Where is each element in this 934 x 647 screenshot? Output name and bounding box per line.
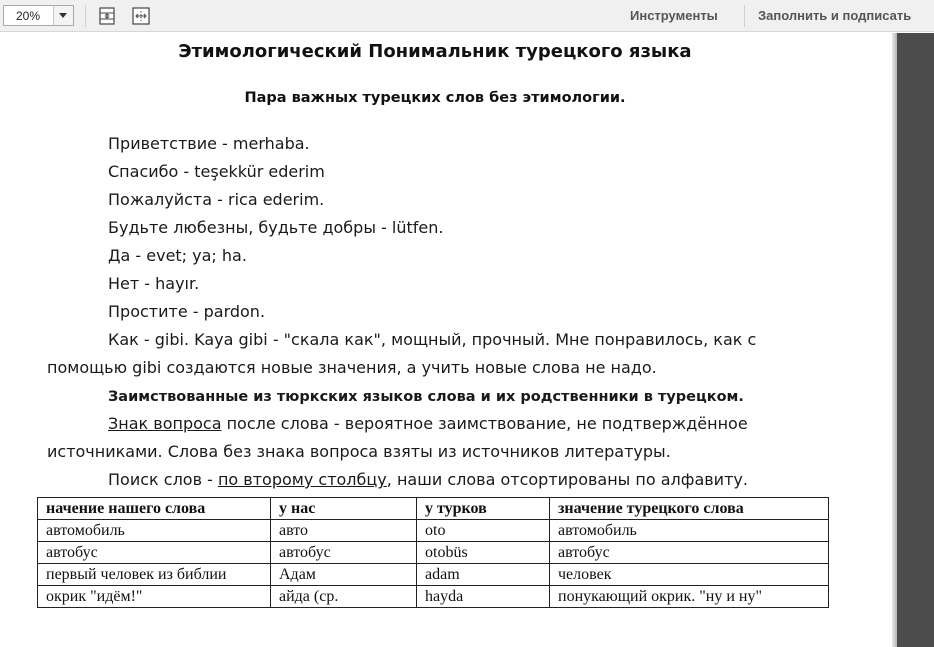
- table-cell: понукающий окрик. "ну и ну": [550, 586, 829, 608]
- toolbar: [0, 0, 934, 32]
- fill-sign-button[interactable]: Заполнить и подписать: [758, 8, 912, 23]
- table-cell: окрик "идём!": [38, 586, 271, 608]
- chevron-down-icon: [59, 13, 67, 18]
- search-text-post: , наши слова отсортированы по алфавиту.: [386, 470, 748, 489]
- table-header-row: [38, 498, 829, 520]
- table-row: [38, 542, 829, 564]
- table-cell: авто: [271, 520, 417, 542]
- zoom-select[interactable]: [3, 5, 74, 26]
- column-header-turkish-meaning: значение турецкого слова: [550, 498, 829, 520]
- gibi-paragraph-line1: Как - gibi. Kaya gibi - "скала как", мощный, прочный. Мне понравилось, как с: [108, 330, 757, 349]
- phrase-line: Приветствие - merhaba.: [108, 134, 310, 153]
- question-mark-text: после слова - вероятное заимствование, не подтверждённое: [221, 414, 748, 433]
- document-subtitle: Пара важных турецких слов без этимологии.: [244, 90, 626, 106]
- table-cell: человек: [550, 564, 829, 586]
- search-paragraph: [108, 470, 748, 490]
- question-mark-paragraph: [108, 414, 748, 434]
- fit-page-button[interactable]: [97, 6, 117, 26]
- phrase-line: Простите - pardon.: [108, 302, 266, 321]
- phrase-line: Нет - hayır.: [108, 274, 200, 293]
- table-row: [38, 586, 829, 608]
- phrase-line: Будьте любезны, будьте добры - lütfen.: [108, 218, 444, 237]
- document-title: Этимологический Понимальник турецкого языка: [178, 41, 692, 62]
- viewer-background-scroll-area[interactable]: [897, 33, 934, 647]
- table-row: [38, 564, 829, 586]
- words-table: [37, 497, 829, 608]
- search-text-pre: Поиск слов -: [108, 470, 218, 489]
- phrase-line: Пожалуйста - rica ederim.: [108, 190, 325, 209]
- table-cell: автомобиль: [38, 520, 271, 542]
- table-cell: hayda: [417, 586, 550, 608]
- tools-button[interactable]: Инструменты: [630, 8, 718, 23]
- borrowed-words-heading: Заимствованные из тюркских языков слова и их родственники в турецком.: [108, 389, 744, 405]
- table-cell: Адам: [271, 564, 417, 586]
- table-cell: автомобиль: [550, 520, 829, 542]
- question-mark-paragraph-line2: источниками. Слова без знака вопроса взяты из источников литературы.: [47, 442, 671, 461]
- table-cell: otobüs: [417, 542, 550, 564]
- column-header-ours: у нас: [271, 498, 417, 520]
- zoom-dropdown-button[interactable]: [53, 6, 73, 25]
- question-mark-link[interactable]: Знак вопроса: [108, 414, 222, 433]
- table-cell: oto: [417, 520, 550, 542]
- column-header-our-meaning: начение нашего слова: [38, 498, 271, 520]
- fit-width-button[interactable]: [131, 6, 151, 26]
- table-row: [38, 520, 829, 542]
- fit-page-icon: [97, 6, 117, 26]
- toolbar-separator: [744, 5, 745, 27]
- phrase-line: Спасибо - teşekkür ederim: [108, 162, 325, 181]
- table-cell: adam: [417, 564, 550, 586]
- table-cell: первый человек из библии: [38, 564, 271, 586]
- table-cell: автобус: [550, 542, 829, 564]
- table-cell: автобус: [271, 542, 417, 564]
- zoom-value[interactable]: 20%: [16, 9, 41, 23]
- column-header-turkish: у турков: [417, 498, 550, 520]
- table-cell: айда (ср.: [271, 586, 417, 608]
- second-column-link[interactable]: по второму столбцу: [217, 470, 387, 489]
- toolbar-separator: [85, 5, 86, 27]
- phrase-line: Да - evet; ya; ha.: [108, 246, 247, 265]
- gibi-paragraph-line2: помощью gibi создаются новые значения, а учить новые слова не надо.: [47, 358, 657, 377]
- table-cell: автобус: [38, 542, 271, 564]
- fit-width-icon: [131, 6, 151, 26]
